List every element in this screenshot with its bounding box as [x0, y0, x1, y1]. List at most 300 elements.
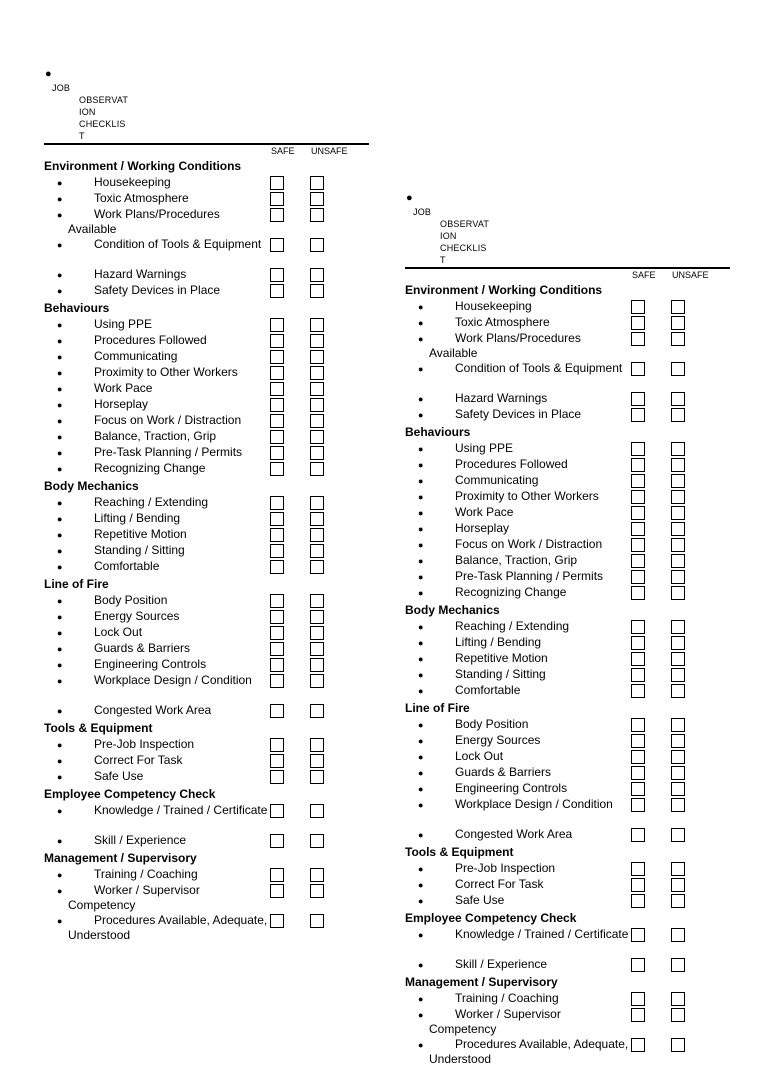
unsafe-checkbox[interactable] [310, 834, 324, 848]
unsafe-checkbox[interactable] [671, 1038, 685, 1052]
bullet: ● [418, 930, 424, 940]
checklist-item [405, 1007, 730, 1037]
safe-checkbox[interactable] [270, 560, 284, 574]
safe-checkbox[interactable] [270, 208, 284, 222]
unsafe-checkbox[interactable] [671, 316, 685, 330]
item-label: Work Plans/Procedures Available [68, 207, 220, 236]
item-label: Workplace Design / Condition [94, 673, 252, 687]
checklist-item [405, 877, 730, 893]
safe-checkbox[interactable] [270, 192, 284, 206]
item-label: Comfortable [94, 559, 160, 573]
checklist-item [405, 991, 730, 1007]
unsafe-checkbox[interactable] [310, 658, 324, 672]
checklist-item [44, 445, 369, 461]
item-label: Skill / Experience [94, 833, 187, 847]
safe-checkbox[interactable] [270, 914, 284, 928]
column-headers [405, 269, 730, 281]
safe-checkbox[interactable] [631, 362, 645, 376]
item-label: Procedures Available, Adequate, Understood [429, 1037, 629, 1066]
safe-checkbox[interactable] [631, 490, 645, 504]
checklist-item [44, 625, 369, 641]
checklist-item [44, 191, 369, 207]
item-label: Toxic Atmosphere [94, 191, 189, 205]
unsafe-checkbox[interactable] [671, 474, 685, 488]
unsafe-checkbox[interactable] [310, 610, 324, 624]
safe-checkbox[interactable] [631, 506, 645, 520]
item-label: Congested Work Area [455, 827, 573, 841]
checklist-item [405, 315, 730, 331]
item-label: Work Plans/Procedures Available [429, 331, 581, 360]
safe-checkbox[interactable] [270, 334, 284, 348]
checklist-item [44, 381, 369, 397]
item-label: Recognizing Change [455, 585, 567, 599]
safe-checkbox[interactable] [270, 238, 284, 252]
item-label: Condition of Tools & Equipment [455, 361, 623, 375]
item-label: Energy Sources [94, 609, 180, 623]
checklist-item [44, 543, 369, 559]
unsafe-checkbox[interactable] [671, 332, 685, 346]
checklist-item [44, 593, 369, 609]
unsafe-checkbox[interactable] [671, 554, 685, 568]
bullet: ● [418, 654, 424, 664]
safe-checkbox[interactable] [270, 704, 284, 718]
unsafe-checkbox[interactable] [671, 862, 685, 876]
unsafe-checkbox[interactable] [310, 462, 324, 476]
safe-checkbox[interactable] [631, 316, 645, 330]
unsafe-checkbox[interactable] [671, 506, 685, 520]
bullet: ● [57, 756, 63, 766]
unsafe-checkbox[interactable] [671, 782, 685, 796]
bullet: ● [418, 720, 424, 730]
unsafe-checkbox[interactable] [310, 868, 324, 882]
checklist-item [44, 461, 369, 477]
item-label: Guards & Barriers [455, 765, 552, 779]
section-title: Behaviours [44, 301, 110, 315]
unsafe-checkbox[interactable] [671, 828, 685, 842]
checklist-item [44, 641, 369, 657]
safe-checkbox[interactable] [270, 462, 284, 476]
item-label: Lock Out [94, 625, 143, 639]
checklist-item [405, 927, 730, 957]
unsafe-checkbox[interactable] [671, 490, 685, 504]
item-label: Recognizing Change [94, 461, 206, 475]
checklist-item [44, 673, 369, 703]
item-label: Worker / Supervisor Competency [68, 883, 200, 912]
safe-checkbox[interactable] [631, 878, 645, 892]
unsafe-checkbox[interactable] [310, 560, 324, 574]
safe-checkbox[interactable] [270, 268, 284, 282]
item-label: Pre-Job Inspection [455, 861, 556, 875]
safe-checkbox[interactable] [270, 610, 284, 624]
item-label: Safe Use [455, 893, 505, 907]
bullet: ● [57, 612, 63, 622]
section-title: Environment / Working Conditions [44, 159, 242, 173]
unsafe-checkbox[interactable] [310, 350, 324, 364]
safe-checkbox[interactable] [270, 658, 284, 672]
safe-checkbox[interactable] [631, 570, 645, 584]
item-label: Focus on Work / Distraction [94, 413, 242, 427]
item-label: Balance, Traction, Grip [94, 429, 217, 443]
bullet: ● [418, 800, 424, 810]
checklist-item [405, 537, 730, 553]
safe-checkbox[interactable] [270, 868, 284, 882]
checklist-item [405, 553, 730, 569]
item-label: Housekeeping [455, 299, 532, 313]
unsafe-checkbox[interactable] [310, 594, 324, 608]
unsafe-checkbox[interactable] [310, 334, 324, 348]
item-label: Safe Use [94, 769, 144, 783]
unsafe-checkbox[interactable] [310, 176, 324, 190]
bullet: ● [418, 622, 424, 632]
safe-checkbox[interactable] [631, 442, 645, 456]
safe-checkbox[interactable] [631, 538, 645, 552]
checklist-item [405, 635, 730, 651]
safe-checkbox[interactable] [270, 834, 284, 848]
safe-checkbox[interactable] [631, 862, 645, 876]
item-label: Pre-Task Planning / Permits [455, 569, 604, 583]
checklist-item [405, 489, 730, 505]
safe-checkbox[interactable] [631, 408, 645, 422]
bullet: ● [57, 546, 63, 556]
section-title: Tools & Equipment [44, 721, 153, 735]
checklist-item [405, 683, 730, 699]
safe-checkbox[interactable] [631, 894, 645, 908]
unsafe-checkbox[interactable] [310, 318, 324, 332]
safe-checkbox[interactable] [270, 770, 284, 784]
safe-checkbox[interactable] [631, 668, 645, 682]
unsafe-checkbox[interactable] [310, 382, 324, 396]
unsafe-checkbox[interactable] [671, 958, 685, 972]
safe-column-header: SAFE [632, 270, 656, 280]
title-line: T [440, 255, 446, 265]
unsafe-checkbox[interactable] [310, 544, 324, 558]
unsafe-checkbox[interactable] [310, 626, 324, 640]
bullet: ● [57, 210, 63, 220]
safe-checkbox[interactable] [631, 958, 645, 972]
checklist-item [405, 781, 730, 797]
safe-checkbox[interactable] [270, 366, 284, 380]
safe-checkbox[interactable] [631, 474, 645, 488]
safe-checkbox[interactable] [270, 512, 284, 526]
bullet: ● [57, 660, 63, 670]
unsafe-checkbox[interactable] [671, 718, 685, 732]
section-title: Body Mechanics [405, 603, 500, 617]
safe-checkbox[interactable] [631, 392, 645, 406]
item-label: Knowledge / Trained / Certificate [94, 803, 268, 817]
unsafe-checkbox[interactable] [671, 992, 685, 1006]
safe-checkbox[interactable] [270, 674, 284, 688]
checklist-item [44, 349, 369, 365]
unsafe-checkbox[interactable] [310, 414, 324, 428]
unsafe-checkbox[interactable] [671, 734, 685, 748]
title-line: CHECKLIS [79, 119, 126, 129]
bullet: ● [57, 772, 63, 782]
unsafe-checkbox[interactable] [671, 1008, 685, 1022]
item-label: Work Pace [455, 505, 514, 519]
unsafe-checkbox[interactable] [671, 636, 685, 650]
unsafe-checkbox[interactable] [310, 642, 324, 656]
section-title: Management / Supervisory [405, 975, 558, 989]
unsafe-checkbox[interactable] [671, 684, 685, 698]
unsafe-checkbox[interactable] [310, 430, 324, 444]
safe-checkbox[interactable] [270, 738, 284, 752]
bullet: ● [418, 460, 424, 470]
safe-checkbox[interactable] [631, 332, 645, 346]
unsafe-column-header: UNSAFE [311, 146, 348, 156]
unsafe-checkbox[interactable] [671, 522, 685, 536]
checklist-item [44, 753, 369, 769]
safe-checkbox[interactable] [270, 176, 284, 190]
item-label: Standing / Sitting [94, 543, 185, 557]
item-label: Knowledge / Trained / Certificate [455, 927, 629, 941]
bullet: ● [418, 768, 424, 778]
unsafe-checkbox[interactable] [310, 914, 324, 928]
section-title: Body Mechanics [44, 479, 139, 493]
checklist-item [44, 913, 369, 943]
unsafe-checkbox[interactable] [671, 442, 685, 456]
bullet: ● [418, 540, 424, 550]
unsafe-checkbox[interactable] [310, 398, 324, 412]
section-title: Management / Supervisory [44, 851, 197, 865]
bullet: ● [418, 880, 424, 890]
checklist-item [405, 893, 730, 909]
section-title: Line of Fire [405, 701, 470, 715]
item-label: Lock Out [455, 749, 504, 763]
checklist-item [44, 365, 369, 381]
unsafe-checkbox[interactable] [310, 674, 324, 688]
unsafe-checkbox[interactable] [310, 446, 324, 460]
unsafe-checkbox[interactable] [671, 894, 685, 908]
bullet: ● [57, 498, 63, 508]
item-label: Balance, Traction, Grip [455, 553, 578, 567]
checklist-item [405, 505, 730, 521]
column-headers [44, 145, 369, 157]
section-title: Employee Competency Check [44, 787, 216, 801]
safe-checkbox[interactable] [631, 1038, 645, 1052]
checklist-item [44, 883, 369, 913]
section-title: Line of Fire [44, 577, 109, 591]
unsafe-checkbox[interactable] [671, 392, 685, 406]
safe-checkbox[interactable] [631, 798, 645, 812]
unsafe-checkbox[interactable] [671, 652, 685, 666]
section-title: Employee Competency Check [405, 911, 577, 925]
section-title: Environment / Working Conditions [405, 283, 603, 297]
item-label: Communicating [94, 349, 178, 363]
safe-checkbox[interactable] [631, 554, 645, 568]
bullet: ● [57, 384, 63, 394]
unsafe-checkbox[interactable] [310, 496, 324, 510]
safe-checkbox[interactable] [270, 804, 284, 818]
bullet: ● [57, 352, 63, 362]
safe-checkbox[interactable] [631, 782, 645, 796]
checklist-item [44, 769, 369, 785]
bullet: ● [418, 318, 424, 328]
checklist-item [44, 559, 369, 575]
safe-checkbox[interactable] [270, 414, 284, 428]
bullet: ● [57, 194, 63, 204]
checklist-item [405, 1037, 730, 1067]
unsafe-checkbox[interactable] [310, 804, 324, 818]
safe-checkbox[interactable] [631, 636, 645, 650]
checklist-item [44, 429, 369, 445]
checklist-item [44, 833, 369, 849]
safe-checkbox[interactable] [631, 684, 645, 698]
safe-checkbox[interactable] [631, 586, 645, 600]
checklist-item [405, 619, 730, 635]
bullet: ● [418, 524, 424, 534]
bullet: ● [57, 706, 63, 716]
safe-checkbox[interactable] [270, 528, 284, 542]
checklist-item [405, 521, 730, 537]
bullet: ● [418, 364, 424, 374]
unsafe-checkbox[interactable] [310, 770, 324, 784]
item-label: Body Position [94, 593, 168, 607]
unsafe-checkbox[interactable] [671, 458, 685, 472]
checklist-item [44, 803, 369, 833]
checklist-item [44, 495, 369, 511]
unsafe-checkbox[interactable] [310, 512, 324, 526]
safe-checkbox[interactable] [270, 884, 284, 898]
item-label: Procedures Available, Adequate, Understood [68, 913, 268, 942]
unsafe-checkbox[interactable] [310, 284, 324, 298]
safe-checkbox[interactable] [631, 734, 645, 748]
item-label: Body Position [455, 717, 529, 731]
unsafe-checkbox[interactable] [671, 798, 685, 812]
checklist-item [405, 667, 730, 683]
safe-checkbox[interactable] [631, 458, 645, 472]
checklist-item [44, 609, 369, 625]
title-line: JOB [413, 207, 432, 217]
bullet: ● [418, 588, 424, 598]
safe-checkbox[interactable] [631, 522, 645, 536]
safe-checkbox[interactable] [270, 642, 284, 656]
safe-checkbox[interactable] [270, 382, 284, 396]
safe-checkbox[interactable] [631, 928, 645, 942]
bullet: ● [57, 432, 63, 442]
unsafe-checkbox[interactable] [310, 208, 324, 222]
bullet: ● [57, 178, 63, 188]
section-title: Behaviours [405, 425, 471, 439]
unsafe-checkbox[interactable] [310, 528, 324, 542]
bullet: ● [418, 736, 424, 746]
item-label: Correct For Task [455, 877, 544, 891]
safe-checkbox[interactable] [270, 398, 284, 412]
unsafe-checkbox[interactable] [671, 362, 685, 376]
unsafe-checkbox[interactable] [310, 238, 324, 252]
unsafe-checkbox[interactable] [310, 738, 324, 752]
checklist-item [44, 397, 369, 413]
bullet: ● [57, 464, 63, 474]
unsafe-checkbox[interactable] [671, 538, 685, 552]
item-label: Using PPE [94, 317, 153, 331]
checklist-item [405, 391, 730, 407]
safe-checkbox[interactable] [631, 766, 645, 780]
bullet: ● [418, 444, 424, 454]
checklist-item [405, 749, 730, 765]
item-label: Standing / Sitting [455, 667, 546, 681]
safe-checkbox[interactable] [631, 992, 645, 1006]
safe-checkbox[interactable] [631, 828, 645, 842]
safe-checkbox[interactable] [270, 544, 284, 558]
item-label: Energy Sources [455, 733, 541, 747]
item-label: Training / Coaching [455, 991, 559, 1005]
safe-checkbox[interactable] [631, 750, 645, 764]
bullet: ● [418, 638, 424, 648]
unsafe-checkbox[interactable] [671, 668, 685, 682]
unsafe-checkbox[interactable] [310, 704, 324, 718]
safe-checkbox[interactable] [270, 284, 284, 298]
checklist-item [44, 175, 369, 191]
item-label: Safety Devices in Place [455, 407, 582, 421]
checklist-item [44, 317, 369, 333]
checklist-item [405, 957, 730, 973]
checklist-item [405, 733, 730, 749]
safe-checkbox[interactable] [631, 300, 645, 314]
unsafe-checkbox[interactable] [671, 928, 685, 942]
unsafe-checkbox[interactable] [310, 754, 324, 768]
item-label: Horseplay [94, 397, 149, 411]
safe-checkbox[interactable] [631, 652, 645, 666]
item-label: Repetitive Motion [94, 527, 187, 541]
safe-checkbox[interactable] [270, 350, 284, 364]
item-label: Procedures Followed [455, 457, 568, 471]
safe-checkbox[interactable] [631, 1008, 645, 1022]
item-label: Focus on Work / Distraction [455, 537, 603, 551]
checklist-item [405, 441, 730, 457]
unsafe-checkbox[interactable] [310, 884, 324, 898]
bullet: ● [418, 994, 424, 1004]
bullet: ● [57, 240, 63, 250]
item-label: Hazard Warnings [455, 391, 548, 405]
bullet: ● [57, 676, 63, 686]
unsafe-checkbox[interactable] [671, 300, 685, 314]
safe-checkbox[interactable] [631, 620, 645, 634]
safe-checkbox[interactable] [270, 496, 284, 510]
bullet: ● [57, 400, 63, 410]
item-label: Communicating [455, 473, 539, 487]
unsafe-checkbox[interactable] [671, 570, 685, 584]
unsafe-checkbox[interactable] [671, 750, 685, 764]
bullet: ● [418, 492, 424, 502]
unsafe-checkbox[interactable] [671, 620, 685, 634]
safe-checkbox[interactable] [631, 718, 645, 732]
unsafe-checkbox[interactable] [671, 586, 685, 600]
title-line: OBSERVAT [79, 95, 129, 105]
bullet: ● [418, 960, 424, 970]
safe-checkbox[interactable] [270, 318, 284, 332]
bullet: ● [57, 514, 63, 524]
safe-checkbox[interactable] [270, 430, 284, 444]
checklist-title [405, 206, 730, 266]
safe-checkbox[interactable] [270, 626, 284, 640]
safe-checkbox[interactable] [270, 594, 284, 608]
unsafe-checkbox[interactable] [310, 366, 324, 380]
unsafe-checkbox[interactable] [310, 192, 324, 206]
bullet: ● [57, 530, 63, 540]
safe-checkbox[interactable] [270, 754, 284, 768]
unsafe-checkbox[interactable] [671, 878, 685, 892]
checklist-item [405, 797, 730, 827]
bullet: ● [418, 670, 424, 680]
unsafe-checkbox[interactable] [671, 408, 685, 422]
unsafe-checkbox[interactable] [671, 766, 685, 780]
checklist-item [44, 511, 369, 527]
safe-checkbox[interactable] [270, 446, 284, 460]
item-label: Reaching / Extending [455, 619, 570, 633]
unsafe-checkbox[interactable] [310, 268, 324, 282]
unsafe-column-header: UNSAFE [672, 270, 709, 280]
checklist-item [405, 473, 730, 489]
